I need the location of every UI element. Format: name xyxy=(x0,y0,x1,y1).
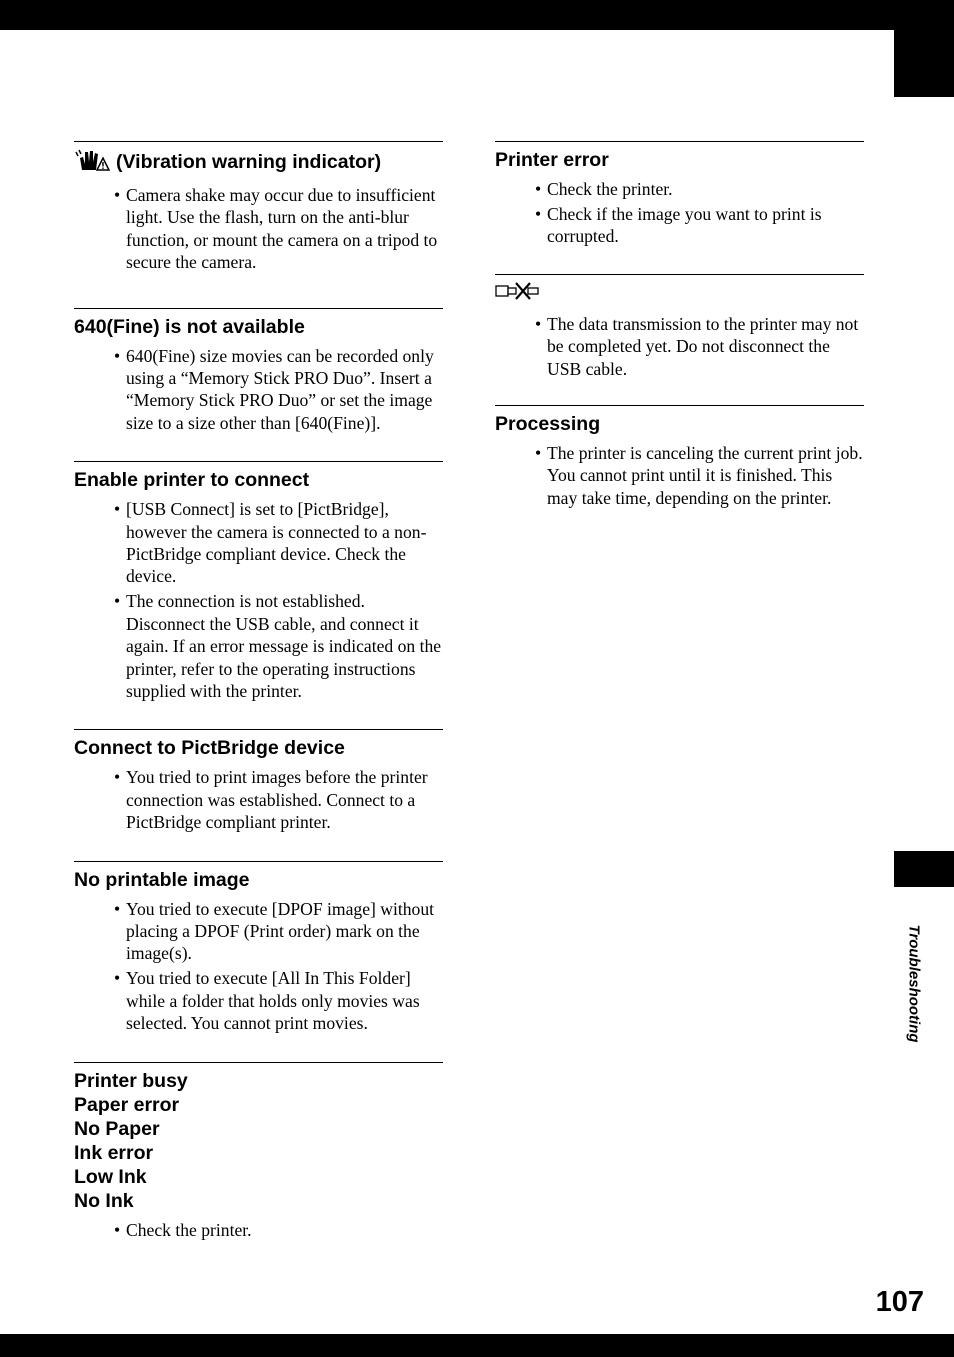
bullet-list xyxy=(74,766,443,833)
bullet-item: • [USB Connect] is set to [PictBridge], however the camera is connected to a non-PictBridge compliant device. Check the device. xyxy=(114,498,443,588)
page-number: 107 xyxy=(875,1286,924,1318)
vibration-warning-icon xyxy=(74,148,110,178)
bullet-list xyxy=(74,345,443,435)
bullet-item: • You tried to print images before the printer connection was established. Connect to a PictBridge compliant printer. xyxy=(114,766,443,833)
footer-bar xyxy=(0,1334,954,1357)
message-section-vibration-warning-indicator xyxy=(74,141,443,274)
bullet-list xyxy=(495,313,864,380)
bullet-item: • Camera shake may occur due to insufficient light. Use the flash, turn on the anti-blur function, or mount the camera on a tripod to secure the camera. xyxy=(114,184,443,274)
section-title: Enable printer to connect xyxy=(74,469,310,492)
message-section-enable-printer-to-connect xyxy=(74,461,443,702)
message-section-printer-busy xyxy=(74,1062,443,1241)
bullet-list xyxy=(74,898,443,1035)
section-title: No Paper xyxy=(74,1117,160,1140)
message-section-icon-only xyxy=(495,274,864,380)
bullet-item: • Check the printer. xyxy=(535,178,864,200)
message-section-connect-to-pictbridge-device xyxy=(74,729,443,833)
section-title: No Ink xyxy=(74,1189,134,1212)
section-title: Printer error xyxy=(495,149,609,171)
section-heading xyxy=(74,1063,443,1213)
bullet-list xyxy=(74,1219,443,1241)
section-heading xyxy=(495,406,864,436)
bullet-item: • You tried to execute [All In This Folder] while a folder that holds only movies was selected. You cannot print movies. xyxy=(114,967,443,1034)
section-heading xyxy=(74,462,443,492)
bullet-item: • The data transmission to the printer may not be completed yet. Do not disconnect the USB cable. xyxy=(535,313,864,380)
bullet-item: • Check if the image you want to print is corrupted. xyxy=(535,203,864,248)
section-heading xyxy=(74,730,443,760)
bullet-list xyxy=(495,178,864,248)
section-title: Paper error xyxy=(74,1093,180,1116)
section-title: 640(Fine) is not available xyxy=(74,315,305,338)
header-tab xyxy=(894,30,954,97)
side-tab xyxy=(894,851,954,887)
section-side-label: Troubleshooting xyxy=(905,924,923,1043)
message-section-printer-error xyxy=(495,141,864,248)
section-title: No printable image xyxy=(74,868,250,891)
bullet-item: • Check the printer. xyxy=(114,1219,443,1241)
bullet-item: • 640(Fine) size movies can be recorded only using a “Memory Stick PRO Duo”. Insert a “Memory Stick PRO Duo” or set the image size to a size other than [640(Fine)]. xyxy=(114,345,443,435)
usb-disconnect-icon xyxy=(495,281,539,307)
message-section-processing xyxy=(495,405,864,509)
section-heading xyxy=(495,275,864,307)
bullet-item: • You tried to execute [DPOF image] without placing a DPOF (Print order) mark on the image(s). xyxy=(114,898,443,965)
message-section-no-printable-image xyxy=(74,861,443,1035)
section-title: (Vibration warning indicator) xyxy=(116,151,382,174)
left-column xyxy=(74,141,443,1243)
header-bar xyxy=(0,0,954,30)
section-title: Ink error xyxy=(74,1141,154,1164)
section-title: Printer busy xyxy=(74,1069,188,1092)
section-heading xyxy=(74,142,443,178)
section-title: Connect to PictBridge device xyxy=(74,737,345,760)
bullet-list xyxy=(74,184,443,274)
bullet-list xyxy=(74,498,443,702)
section-title: Low Ink xyxy=(74,1165,147,1188)
bullet-list xyxy=(495,442,864,509)
section-title: Processing xyxy=(495,412,601,435)
section-heading xyxy=(74,862,443,892)
bullet-item: • The connection is not established. Disconnect the USB cable, and connect it again. If an error message is indicated on the printer, refer to the operating instructions supplied with the printer. xyxy=(114,590,443,702)
right-column xyxy=(495,141,864,512)
bullet-item: • The printer is canceling the current print job. You cannot print until it is finished. This may take time, depending on the printer. xyxy=(535,442,864,509)
section-heading xyxy=(495,142,864,172)
message-section-640-fine-is-not-available xyxy=(74,308,443,435)
section-heading xyxy=(74,309,443,339)
